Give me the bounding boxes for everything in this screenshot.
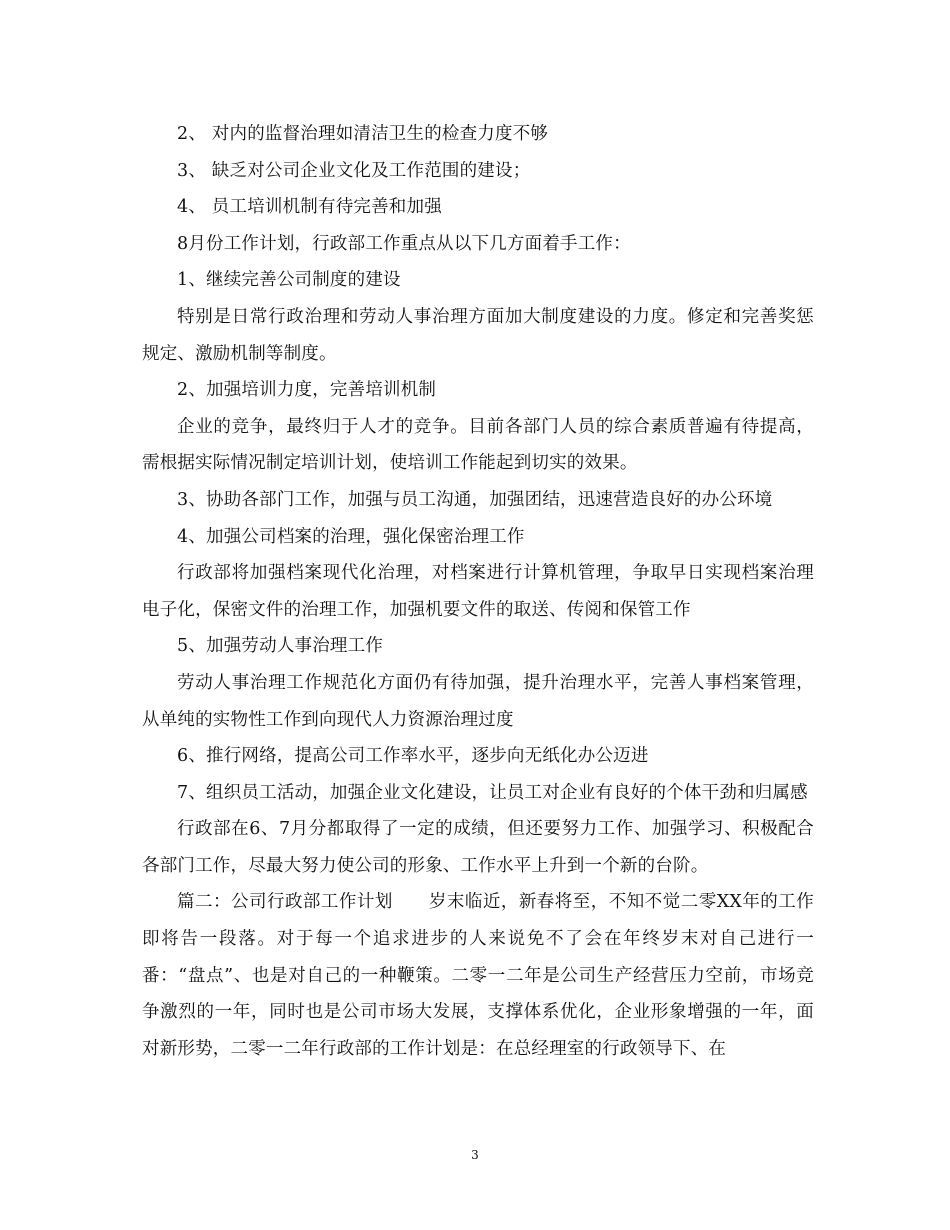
paragraph: 劳动人事治理工作规范化方面仍有待加强，提升治理水平，完善人事档案管理，从单纯的实物性工作到向现代人力资源治理过度 (142, 672, 814, 730)
paragraph: 篇二：公司行政部工作计划 岁末临近，新春将至，不知不觉二零XX年的工作即将告一段落。对于每一个追求进步的人来说免不了会在年终岁末对自己进行一番：“盘点”、也是对自己的一种鞭策。二零一二年是公司生产经营压力空前，市场竞争激烈的一年，同时也是公司市场大发展，支撑体系优化，企业形象增强的一年，面对新形势，二零一二年行政部的工作计划是：在总经理室的行政领导下、在 (142, 892, 814, 1059)
paragraph: 4、加强公司档案的治理，强化保密治理工作 (177, 526, 525, 547)
paragraph: 4、 员工培训机制有待完善和加强 (177, 197, 442, 218)
document-body (142, 116, 814, 1067)
paragraph: 企业的竞争，最终归于人才的竞争。目前各部门人员的综合素质普遍有待提高，需根据实际情况制定培训计划，使培训工作能起到切实的效果。 (142, 416, 814, 474)
paragraph: 8月份工作计划，行政部工作重点从以下几方面着手工作： (177, 233, 631, 254)
paragraph: 行政部将加强档案现代化治理，对档案进行计算机管理，争取早日实现档案治理电子化，保密文件的治理工作，加强机要文件的取送、传阅和保管工作 (142, 563, 814, 620)
paragraph: 3、协助各部门工作，加强与员工沟通，加强团结，迅速营造良好的办公环境 (177, 489, 773, 510)
paragraph: 2、 对内的监督治理如清洁卫生的检查力度不够 (177, 124, 549, 144)
paragraph: 6、推行网络，提高公司工作率水平，逐步向无纸化办公迈进 (177, 746, 649, 767)
paragraph: 7、组织员工活动，加强企业文化建设，让员工对企业有良好的个体干劲和归属感 (177, 782, 808, 803)
paragraph: 1、继续完善公司制度的建设 (177, 270, 401, 291)
paragraph: 特别是日常行政治理和劳动人事治理方面加大制度建设的力度。修定和完善奖惩规定、激励机制等制度。 (142, 306, 814, 364)
paragraph: 5、加强劳动人事治理工作 (177, 636, 384, 657)
paragraph: 2、加强培训力度，完善培训机制 (177, 380, 437, 401)
paragraph: 3、 缺乏对公司企业文化及工作范围的建设； (177, 160, 531, 181)
paragraph: 行政部在6、7月分都取得了一定的成绩，但还要努力工作、加强学习、积极配合各部门工作，尽最大努力使公司的形象、工作水平上升到一个新的台阶。 (142, 819, 814, 876)
page-number: 3 (471, 1148, 479, 1162)
